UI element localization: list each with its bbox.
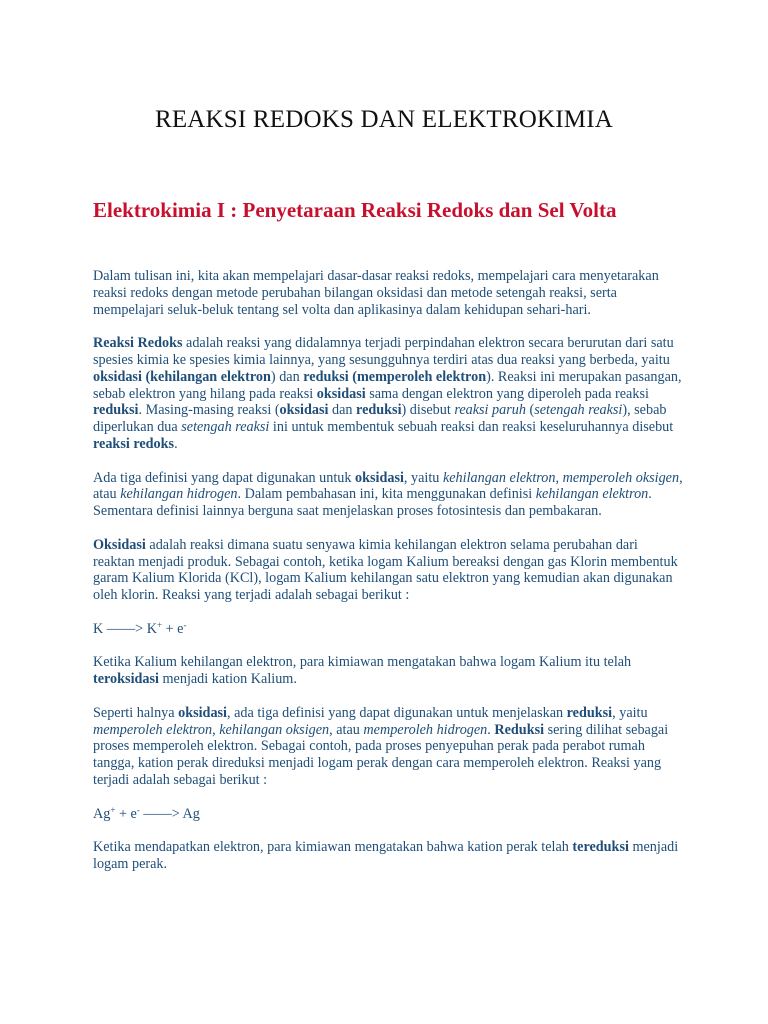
bold-term: oksidasi: [279, 402, 329, 419]
text-run: .: [487, 721, 495, 738]
text-run: sama dengan elektron yang diperoleh pada reaksi: [365, 385, 649, 402]
bold-term: reduksi (memperoleh elektron: [303, 368, 487, 385]
text-run: sering dilihat sebagai proses memperoleh elektron. Sebagai contoh, pada proses penyepuhan perak pada perabot rumah tangga, kation perak direduksi menjadi logam perak dengan cara memperoleh elektron. Reaksi yang terjadi adalah sebagai berikut :: [93, 721, 669, 788]
text-run: , ada tiga definisi yang dapat digunakan untuk menjelaskan: [227, 704, 567, 721]
text-run: ), sebab diperlukan dua: [93, 402, 667, 436]
text-run: adalah reaksi yang didalamnya terjadi perpindahan elektron secara berurutan dari satu spesies kimia ke spesies kimia lainnya, yang sesungguhnya terdiri atas dua reaksi yang berbeda, yaitu: [93, 335, 674, 368]
text-run: , atau: [93, 469, 683, 503]
bold-term: Reduksi: [494, 721, 545, 738]
italic-term: memperoleh elektron: [93, 721, 213, 738]
text-run: Ag: [93, 805, 111, 822]
text-run: Seperti halnya: [93, 704, 179, 721]
italic-term: reaksi paruh: [454, 402, 526, 419]
tereduksi-paragraph: [93, 839, 683, 873]
text-run: . Masing-masing reaksi (: [138, 402, 280, 419]
bold-term: reduksi: [566, 704, 613, 721]
oksidasi-definition-paragraph: [93, 470, 683, 520]
bold-term: oksidasi: [316, 385, 366, 402]
body-text: [93, 268, 683, 889]
italic-term: kehilangan elektron: [535, 486, 649, 503]
superscript: -: [183, 619, 187, 630]
text-run: . Dalam pembahasan ini, kita menggunakan definisi: [237, 486, 536, 503]
text-run: Ketika Kalium kehilangan elektron, para kimiawan mengatakan bahwa logam Kalium itu telah: [93, 654, 632, 671]
text-run: adalah reaksi dimana suatu senyawa kimia kehilangan elektron selama perubahan dari reaktan menjadi produk. Sebagai contoh, ketika logam Kalium bereaksi dengan gas Klorin membentuk garam Kalium Klorida (KCl), logam Kalium kehilangan satu elektron yang kemudian akan digunakan oleh klorin. Reaksi yang terjadi adalah sebagai berikut :: [93, 536, 678, 604]
italic-term: memperoleh hidrogen: [363, 721, 488, 738]
text-run: ,: [555, 469, 563, 486]
text-run: K ——> K: [93, 620, 157, 637]
text-run: Ada tiga definisi yang dapat digunakan untuk: [93, 469, 356, 486]
text-run: .: [174, 435, 178, 452]
text-run: + e: [162, 620, 184, 637]
italic-term: kehilangan oksigen: [219, 721, 330, 738]
text-run: ini untuk membentuk sebuah reaksi dan reaksi keseluruhannya disebut: [269, 419, 674, 436]
section-subtitle: Elektrokimia I : Penyetaraan Reaksi Redoks dan Sel Volta: [93, 198, 617, 222]
text-run: dan: [328, 402, 357, 419]
teroksidasi-paragraph: [93, 654, 683, 688]
bold-term: reaksi redoks: [93, 435, 175, 452]
superscript: +: [156, 619, 163, 630]
reduksi-paragraph: [93, 705, 683, 789]
kalium-equation: [93, 621, 683, 638]
text-run: , yaitu: [612, 704, 648, 721]
text-run: Ketika mendapatkan elektron, para kimiawan mengatakan bahwa kation perak telah: [93, 839, 573, 856]
italic-term: setengah reaksi: [534, 402, 623, 419]
bold-term: reduksi: [356, 402, 402, 419]
superscript: -: [136, 804, 140, 815]
oksidasi-paragraph: [93, 537, 683, 604]
italic-term: memperoleh oksigen: [562, 469, 680, 486]
text-run: ,: [212, 721, 220, 738]
italic-term: setengah reaksi: [181, 419, 270, 436]
perak-equation: [93, 806, 683, 823]
italic-term: kehilangan elektron: [442, 469, 556, 486]
text-run: + e: [115, 805, 137, 822]
bold-term: Oksidasi: [93, 536, 146, 553]
text-run: ) dan: [270, 368, 304, 385]
bold-term: oksidasi (kehilangan elektron: [93, 368, 271, 385]
text-run: ) disebut: [401, 402, 455, 419]
redoks-paragraph: [93, 335, 683, 453]
text-run: . Sementara definisi lainnya berguna saat menjelaskan proses fotosintesis dan pembakaran.: [93, 486, 652, 520]
text-run: ). Reaksi ini merupakan pasangan, sebab elektron yang hilang pada reaksi: [93, 368, 682, 402]
bold-term: oksidasi: [178, 704, 228, 721]
intro-paragraph: [93, 268, 683, 318]
page-title: REAKSI REDOKS DAN ELEKTROKIMIA: [154, 106, 614, 133]
text-run: ——> Ag: [139, 805, 200, 822]
text-run: , atau: [329, 721, 364, 738]
text-run: , yaitu: [403, 469, 443, 486]
text-run: Dalam tulisan ini, kita akan mempelajari dasar-dasar reaksi redoks, mempelajari cara menyetarakan reaksi redoks dengan metode perubahan bilangan oksidasi dan metode setengah reaksi, serta mempelajari seluk-beluk tentang sel volta dan aplikasinya dalam kehidupan sehari-hari.: [93, 268, 659, 318]
superscript: +: [110, 804, 116, 815]
bold-term: tereduksi: [572, 839, 629, 856]
bold-term: Reaksi Redoks: [93, 335, 183, 352]
bold-term: oksidasi: [355, 469, 404, 486]
italic-term: kehilangan hidrogen: [120, 486, 238, 503]
bold-term: reduksi: [93, 402, 139, 419]
text-run: (: [525, 402, 535, 419]
text-run: menjadi logam perak.: [93, 839, 679, 872]
text-run: menjadi kation Kalium.: [158, 671, 297, 688]
bold-term: teroksidasi: [93, 671, 159, 688]
